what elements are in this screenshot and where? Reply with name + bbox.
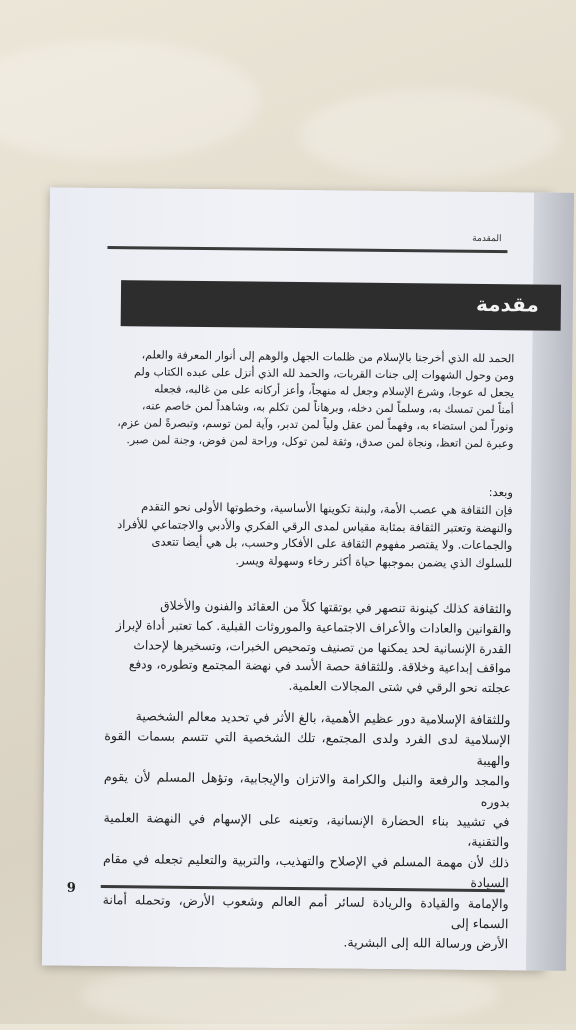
text-line: ونوراً لمن استضاء به، وفهماً لمن عقل ولياً لمن تدبر، وآية لمن توسم، وتبصرةً لمن عزم، <box>117 416 514 434</box>
text-line: وبعد: <box>488 485 513 500</box>
text-line: القدرة الإنسانية لحد يمكنها من تصنيف وتمحيص الخبرات، وتسخيرها لإحداث <box>133 637 512 656</box>
text-line: ذلك لأن مهمة المسلم في الإصلاح والتهذيب، والتربية والتعليم تجعله في مقام السيادة <box>102 850 510 891</box>
fabric-fold <box>300 90 560 180</box>
fabric-fold <box>80 960 500 1030</box>
paragraph-islamic-culture <box>102 706 511 955</box>
text-line: وللثقافة الإسلامية دور عظيم الأهمية، بالغ الأثر في تحديد معالم الشخصية <box>135 708 511 728</box>
text-line: الإسلامية لدى الفرد ولدى المجتمع، تلك الشخصية التي تتسم بسمات القوة والهيبة <box>104 728 511 769</box>
text-line: في تشييد بناء الحضارة الإنسانية، وتعينه على الإسهام في النهضة العلمية والتقنية، <box>103 809 510 850</box>
header-rule <box>107 246 507 253</box>
text-line: والقوانين والعادات والأعراف الاجتماعية والموروثات القبلية. كما تعتبر أداة لإبراز <box>115 617 512 637</box>
text-line: للسلوك الذي يضمن بموجبها حياة أكثر رخاء وسهولة ويسر. <box>235 553 513 571</box>
text-line: والنهضة وتعتبر الثقافة بمثابة مقياس لمدى الرقي الفكري والأدبي والاجتماعي للأفراد <box>117 516 513 535</box>
text-line: يجعل له عوجا، وشرع الإسلام وجعل له منهجاً، وأعز أركانه على من غالبه، فجعله <box>154 382 515 400</box>
page-number: 9 <box>66 880 76 896</box>
text-line: الحمد لله الذي أخرجنا بالإسلام من ظلمات الجهل والوهم إلى أنوار المعرفة والعلم، <box>141 348 515 366</box>
paragraph-intro <box>107 346 514 453</box>
chapter-title: مقدمة <box>475 291 540 317</box>
text-line: الأرض ورسالة الله إلى البشرية. <box>343 934 509 952</box>
paragraph-culture-entity <box>105 596 512 699</box>
text-line: والجماعات. ولا يقتصر مفهوم الثقافة على الأفكار وحسب، بل هي أيضا تتعدى <box>151 534 513 553</box>
text-line: والمجد والرفعة والنبل والكرامة والاتزان والإيجابية، وتؤهل المسلم لأن يقوم بدوره <box>103 769 510 809</box>
fabric-fold <box>0 40 260 160</box>
text-line: أمناً لمن تمسك به، وسلماً لمن دخله، وبرهاناً لمن تكلم به، وشاهداً لمن خاصم عنه، <box>141 399 514 417</box>
text-line: والثقافة كذلك كينونة تنصهر في بوتقتها كلاً من العقائد والفنون والأخلاق <box>160 598 512 617</box>
text-line: ومن وحول الشهوات إلى جنات القربات، والحمد لله الذي أنزل على عبده الكتاب ولم <box>134 365 515 383</box>
running-head: المقدمة <box>472 233 502 245</box>
text-line: وعبرة لمن اتعظ، ونجاة لمن صدق، وثقة لمن توكل، وراحة لمن فوض، وجنة لمن صبر. <box>126 433 514 451</box>
chapter-title-bar <box>121 280 561 331</box>
text-line: مواقف إبداعية وخلاقة. وللثقافة حصة الأسد في نهضة المجتمع وتطوره، ودفع <box>128 657 512 676</box>
text-line: عجلته نحو الرقي في شتى المجالات العلمية. <box>288 678 511 696</box>
text-line: والإمامة والقيادة والريادة لسائر أمم العالم وشعوب الأرض، وتحمله أمانة السماء إلى <box>102 891 509 932</box>
book-page <box>42 187 552 970</box>
text-line: فإن الثقافة هي عصب الأمة، ولبنة تكوينها الأساسية، وخطوتها الأولى نحو التقدم <box>141 499 513 518</box>
paragraph-culture <box>106 480 513 573</box>
